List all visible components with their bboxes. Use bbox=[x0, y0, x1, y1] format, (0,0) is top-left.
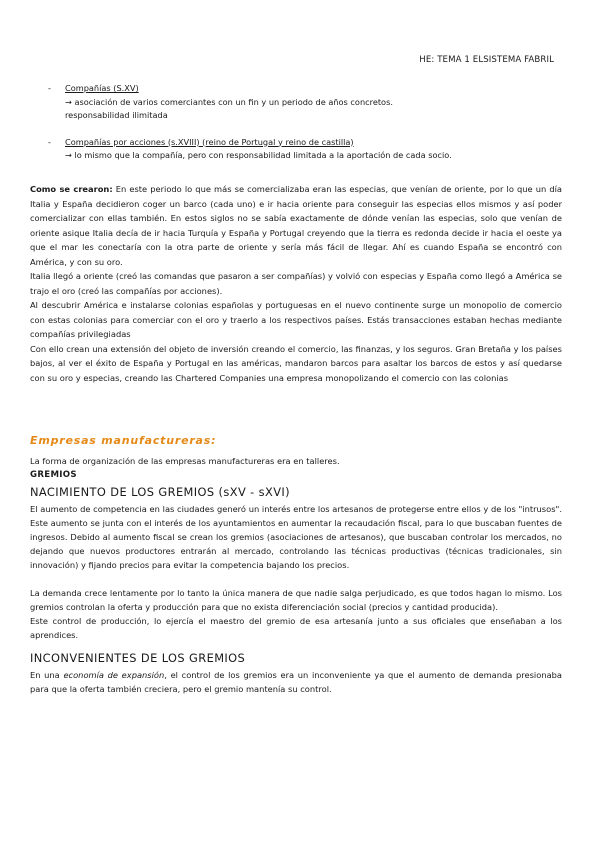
como-se-crearon-section bbox=[30, 182, 562, 385]
paragraph bbox=[30, 182, 562, 269]
spacer bbox=[30, 572, 562, 586]
bullet-title: Compañías por acciones (s.XVIII) (reino de Portugal y reino de castilla) bbox=[65, 136, 354, 147]
bullet-list bbox=[48, 82, 558, 163]
paragraph-text: , el control de los gremios era un inconveniente ya que el aumento de demanda presionaba para que la oferta también creciera, pero el gremio mantenía su control. bbox=[30, 670, 563, 694]
bullet-line: → lo mismo que la compañía, pero con responsabilidad limitada a la aportación de cada socio. bbox=[65, 150, 452, 160]
bullet-line: responsabilidad ilimitada bbox=[65, 110, 168, 120]
bullet-line: → asociación de varios comerciantes con un fin y un periodo de años concretos. bbox=[65, 96, 393, 107]
paragraph-text: En este periodo lo que más se comercializaba eran las especias, que venían de oriente, por lo que un día Italia y España decidieron coger un barco (cada uno) e ir hacia oriente para conseguir las especias ellos mismos y así poder comercializar con ellas también. En estos siglos no se sabía exactamente de dónde venían las especias, solo que venían de oriente asique Italia decía de ir hacia Turquía y España y Portugal creyendo que la tierra es redonda decide ir hacia el oeste ya que el mar les conectaría con la otra parte de oriente y sería más fácil de llegar. Ahí es cuando España se encontró con América, y con su oro. bbox=[30, 184, 562, 267]
bold-label: Como se crearon: bbox=[30, 184, 113, 194]
page-header: HE: TEMA 1 ELSISTEMA FABRIL bbox=[419, 55, 554, 65]
paragraph: La forma de organización de las empresas manufactureras era en talleres. bbox=[30, 456, 340, 466]
paragraph-text: En una bbox=[30, 670, 64, 680]
heading-nacimiento: NACIMIENTO DE LOS GREMIOS (sXV - sXVI) bbox=[30, 485, 291, 499]
gremios-title: GREMIOS bbox=[30, 470, 77, 480]
bullet-companias bbox=[48, 82, 558, 123]
paragraph bbox=[30, 668, 562, 696]
emphasis-text: economía de expansión bbox=[63, 670, 165, 680]
bullet-dash: - bbox=[48, 136, 51, 147]
paragraph: Con ello crean una extensión del objeto de inversión creando el comercio, las finanzas, y los seguros. Gran Bretaña y los países bajos, al ver el éxito de España y Portugal en las américas, mandaron barcos para asaltar los barcos de estos y así quedarse con su oro y especias, creando las Chartered Companies una empresa monopolizando el comercio con las colonias bbox=[30, 343, 562, 383]
bullet-companias-acciones bbox=[48, 136, 558, 163]
paragraph: El aumento de competencia en las ciudades generó un interés entre los artesanos de protegerse entre ellos y de los "intrusos". Este aumento se junta con el interés de los ayuntamientos en aumentar la recaudación fiscal, para lo que buscaban fuentes de ingresos. Debido al aumento fiscal se crean los gremios (asociaciones de artesanos), que buscaban controlar los mercados, no dejando que nuevos productores entrarán al mercado, controlando las técnicas productivas (técnicas tradicionales, sin innovación) y fijando precios para evitar la competencia bajando los precios. bbox=[30, 504, 562, 570]
section-heading-manufactureras: Empresas manufactureras: bbox=[30, 434, 217, 447]
paragraph: Este control de producción, lo ejercía el maestro del gremio de esa artesanía junto a sus oficiales que enseñaban a los aprendices. bbox=[30, 616, 562, 640]
bullet-dash: - bbox=[48, 83, 51, 93]
heading-inconvenientes: INCONVENIENTES DE LOS GREMIOS bbox=[30, 651, 246, 665]
paragraph: Italia llegó a oriente (creó las comandas que pasaron a ser compañías) y volvió con especias y España como llegó a América se trajo el oro (creó las compañías por acciones). bbox=[30, 271, 562, 296]
paragraph: Al descubrir América e instalarse colonias españolas y portuguesas en el nuevo continente surge un monopolio de comercio con estas colonias para comerciar con el oro y traerlo a los respectivos países. Estás transacciones estaban hechas mediante compañías privilegiadas bbox=[30, 300, 562, 339]
bullet-title: Compañías (S.XV) bbox=[65, 83, 139, 93]
paragraph: La demanda crece lentamente por lo tanto la única manera de que nadie salga perjudicado, es que todos hagan lo mismo. Los gremios controlan la oferta y producción para que no exista diferenciación social (precios y cantidad producida). bbox=[30, 588, 562, 612]
manufactureras-section bbox=[30, 454, 562, 696]
